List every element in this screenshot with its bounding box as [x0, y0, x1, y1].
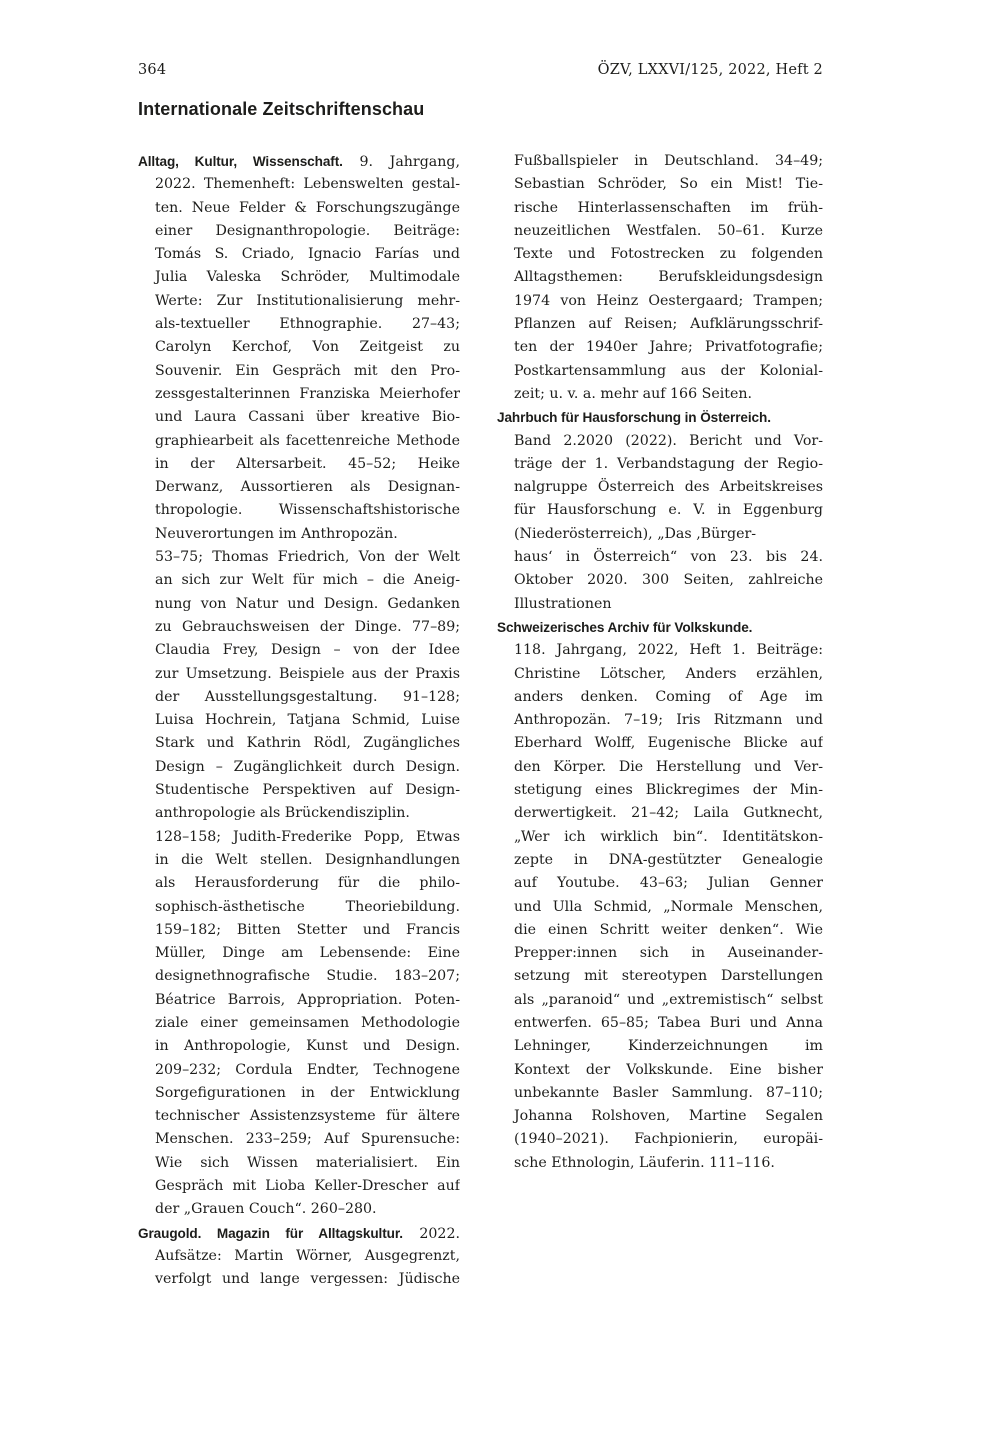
- entry-title: Alltag, Kultur, Wissenschaft.: [138, 154, 343, 169]
- text-line: als „paranoid“ und „extremistisch“ selbst: [514, 991, 823, 1008]
- text-line: ziale einer gemeinsamen Methodologie: [155, 1014, 460, 1031]
- text-line: Souvenir. Ein Gespräch mit den Pro-: [155, 362, 460, 379]
- text-line: anders denken. Coming of Age im: [514, 688, 823, 705]
- text-line: der „Grauen Couch“. 260–280.: [155, 1201, 377, 1218]
- text-line: Claudia Frey, Design – von der Idee: [155, 642, 460, 659]
- text-line: als Herausforderung für die philo-: [155, 875, 460, 892]
- text-line: Johanna Rolshoven, Martine Segalen: [514, 1108, 823, 1125]
- entry-start-line: Graugold. Magazin für Alltagskultur. 2022.: [138, 1225, 460, 1242]
- text-line: auf Youtube. 43–63; Julian Genner: [514, 875, 823, 892]
- text-line: Fußballspieler in Deutschland. 34–49;: [514, 153, 823, 169]
- text-line: Derwanz, Aussortieren als Designan-: [155, 479, 460, 496]
- text-line: zeit; u. v. a. mehr auf 166 Seiten.: [514, 385, 753, 402]
- text-line: Prepper:innen sich in Auseinander-: [514, 945, 823, 962]
- text-line: Julia Valeska Schröder, Multimodale: [155, 269, 460, 286]
- text-line: als-textueller Ethnographie. 27–43;: [155, 316, 460, 333]
- text-line: stetigung eines Blickregimes der Min-: [514, 782, 823, 799]
- text-line: 1974 von Heinz Oestergaard; Trampen;: [514, 292, 823, 309]
- text-line: neuzeitlichen Westfalen. 50–61. Kurze: [514, 222, 823, 239]
- text-line: 209–232; Cordula Endter, Technogene: [155, 1061, 460, 1078]
- text-line: Oktober 2020. 300 Seiten, zahlreiche: [514, 572, 823, 589]
- text-line: in Anthropologie, Kunst und Design.: [155, 1038, 460, 1055]
- left-column: [138, 150, 460, 1292]
- text-line: 159–182; Bitten Stetter und Francis: [155, 921, 460, 938]
- text-line: entwerfen. 65–85; Tabea Buri und Anna: [514, 1014, 823, 1031]
- text-line: zur Umsetzung. Beispiele aus der Praxis: [155, 665, 460, 682]
- text-line: setzung mit stereotypen Darstellungen: [514, 968, 823, 985]
- text-line: 118. Jahrgang, 2022, Heft 1. Beiträge:: [514, 642, 823, 659]
- text-line: ten. Neue Felder & Forschungszugänge: [155, 199, 460, 216]
- text-line: der Ausstellungsgestaltung. 91–128;: [155, 688, 460, 705]
- text-line: Pflanzen auf Reisen; Aufklärungsschrif-: [514, 316, 823, 333]
- text-line: und Laura Cassani über kreative Bio-: [155, 409, 460, 426]
- text-line: thropologie. Wissenschaftshistorische: [155, 502, 460, 519]
- text-line: rische Hinterlassenschaften im früh-: [514, 199, 823, 216]
- text-line: unbekannte Basler Sammlung. 87–110;: [514, 1084, 823, 1101]
- text-line: Wie sich Wissen materialisiert. Ein: [155, 1154, 460, 1171]
- text-line: Stark und Kathrin Rödl, Zugängliches: [155, 735, 460, 752]
- text-line: die einen Schritt weiter denken“. Wie: [514, 921, 823, 938]
- text-line: Sorgefigurationen in der Entwicklung: [155, 1084, 460, 1101]
- text-line: nung von Natur und Design. Gedanken: [155, 595, 460, 612]
- entry-title: Jahrbuch für Hausforschung in Österreich.: [497, 410, 771, 426]
- text-line: Studentische Perspektiven auf Design-: [155, 782, 460, 799]
- entry-start-line: [497, 406, 823, 429]
- text-line: träge der 1. Verbandstagung der Regio-: [514, 455, 823, 472]
- text-line: Tomás S. Criado, Ignacio Farías und: [155, 246, 460, 263]
- text-line: nalgruppe Österreich des Arbeitskreises: [514, 479, 823, 496]
- text-line: zessgestalterinnen Franziska Meierhofer: [155, 385, 460, 402]
- text-line: in die Welt stellen. Designhandlungen: [155, 851, 460, 868]
- text-line: Anthropozän. 7–19; Iris Ritzmann und: [514, 712, 823, 729]
- text-line: derwertigkeit. 21–42; Laila Gutknecht,: [514, 805, 823, 822]
- text-line: Band 2.2020 (2022). Bericht und Vor-: [514, 432, 823, 449]
- page-number: 364: [138, 62, 167, 78]
- text-line: sophisch-ästhetische Theoriebildung.: [155, 898, 460, 915]
- entry-start-line: Alltag, Kultur, Wissenschaft. 9. Jahrgang,: [138, 154, 460, 170]
- text-line: (Niederösterreich), „Das ‚Bürger-: [514, 525, 757, 542]
- text-line: Carolyn Kerchof, Von Zeitgeist zu: [155, 339, 460, 356]
- text-line: an sich zur Welt für mich – die Aneig-: [155, 572, 460, 589]
- text-line: zu Gebrauchsweisen der Dinge. 77–89;: [155, 618, 460, 635]
- text-line: Illustrationen: [514, 595, 612, 612]
- text-line: sche Ethnologin, Läuferin. 111–116.: [514, 1154, 775, 1171]
- text-line: anthropologie als Brückendisziplin.: [155, 805, 410, 822]
- right-column: [497, 150, 823, 1175]
- text-line: Design – Zugänglichkeit durch Design.: [155, 758, 460, 775]
- section-title: Internationale Zeitschriftenschau: [138, 99, 425, 119]
- text-line: Kontext der Volkskunde. Eine bisher: [514, 1061, 823, 1078]
- text-line: Texte und Fotostrecken zu folgenden: [514, 246, 823, 263]
- entry-title: Graugold. Magazin für Alltagskultur.: [138, 1225, 403, 1241]
- text-line: Neuverortungen im Anthropozän.: [155, 525, 398, 542]
- text-line: designethnografische Studie. 183–207;: [155, 968, 460, 985]
- text-line: für Hausforschung e. V. in Eggenburg: [514, 502, 823, 519]
- text-line: Alltagsthemen: Berufskleidungsdesign: [514, 269, 823, 286]
- text-line: zepte in DNA-gestützter Genealogie: [514, 851, 823, 868]
- text-line: und Ulla Schmid, „Normale Menschen,: [514, 898, 823, 915]
- entry-title: Schweizerisches Archiv für Volkskunde.: [497, 619, 753, 635]
- text-line: „Wer ich wirklich bin“. Identitätskon-: [514, 828, 823, 845]
- text-line: in der Altersarbeit. 45–52; Heike: [155, 455, 460, 472]
- text-line: Béatrice Barrois, Appropriation. Poten-: [155, 991, 460, 1008]
- text-line: Aufsätze: Martin Wörner, Ausgegrenzt,: [155, 1247, 460, 1264]
- text-line: den Körper. Die Herstellung und Ver-: [514, 758, 823, 775]
- entry-start-line: [497, 616, 823, 639]
- text-line: Christine Lötscher, Anders erzählen,: [514, 665, 823, 682]
- text-line: haus‘ in Österreich“ von 23. bis 24.: [514, 549, 823, 566]
- text-line: (1940–2021). Fachpionierin, europäi-: [514, 1131, 823, 1148]
- text-line: Luisa Hochrein, Tatjana Schmid, Luise: [155, 712, 460, 729]
- text-line: graphiearbeit als facettenreiche Methode: [155, 432, 460, 449]
- issue-reference: ÖZV, LXXVI/125, 2022, Heft 2: [597, 62, 823, 78]
- text-line: ten der 1940er Jahre; Privatfotografie;: [514, 339, 823, 356]
- text-line: Gespräch mit Lioba Keller-Drescher auf: [155, 1178, 460, 1195]
- text-line: 53–75; Thomas Friedrich, Von der Welt: [155, 549, 460, 566]
- text-line: Lehninger, Kinderzeichnungen im: [514, 1038, 823, 1055]
- page-header: [138, 62, 823, 78]
- text-line: verfolgt und lange vergessen: Jüdische: [155, 1271, 460, 1288]
- text-line: Menschen. 233–259; Auf Spurensuche:: [155, 1131, 460, 1148]
- text-line: 2022. Themenheft: Lebenswelten gestal-: [155, 176, 460, 193]
- text-line: einer Designanthropologie. Beiträge:: [155, 222, 460, 239]
- text-line: Eberhard Wolff, Eugenische Blicke auf: [514, 735, 823, 752]
- text-line: Sebastian Schröder, So ein Mist! Tie-: [514, 176, 823, 193]
- text-line: Müller, Dinge am Lebensende: Eine: [155, 945, 460, 962]
- text-line: 128–158; Judith-Frederike Popp, Etwas: [155, 828, 460, 845]
- text-line: technischer Assistenzsysteme für ältere: [155, 1108, 460, 1125]
- text-line: Werte: Zur Institutionalisierung mehr-: [155, 292, 460, 309]
- text-line: Postkartensammlung aus der Kolonial-: [514, 362, 823, 379]
